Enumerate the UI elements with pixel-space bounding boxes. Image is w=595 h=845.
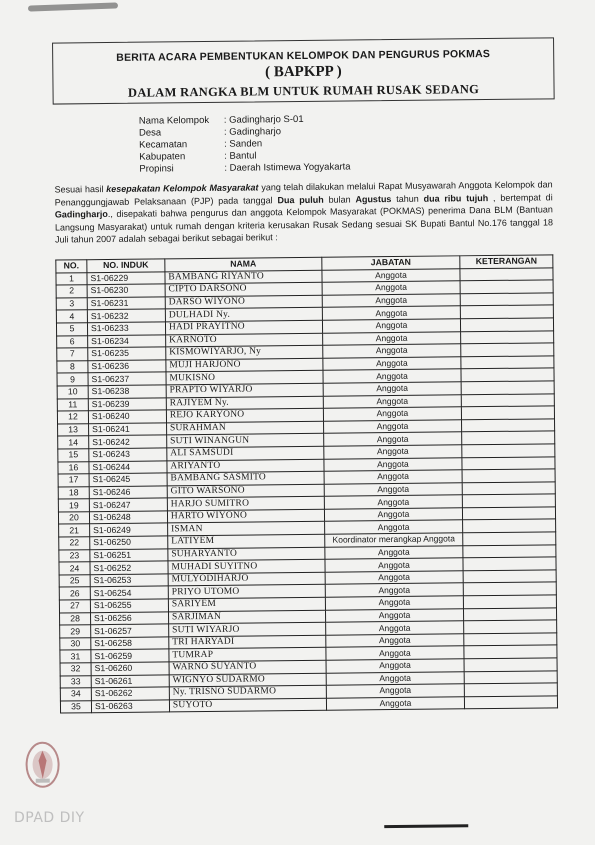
row-induk: S1-06247 (89, 498, 167, 511)
row-keterangan (464, 620, 557, 634)
row-keterangan (461, 343, 554, 357)
row-number: 26 (59, 587, 90, 600)
document-header (52, 37, 555, 104)
row-number: 28 (60, 612, 91, 625)
row-induk: S1-06238 (88, 385, 166, 398)
row-induk: S1-06252 (90, 561, 168, 574)
row-number: 23 (59, 549, 90, 562)
row-induk: S1-06233 (87, 322, 165, 335)
paragraph-text: yang telah dilakukan melalui Rapat Musyawarah Anggota Kelompok dan Penanggungjawab Pelaksanaan (PJP) pada tanggal (54, 179, 553, 208)
row-nama: SUTI WIYARJO (169, 622, 326, 636)
row-nama: ISMAN (167, 522, 324, 536)
row-jabatan: Anggota (323, 369, 461, 383)
row-induk: S1-06234 (88, 334, 166, 347)
row-nama: ARIYANTO (167, 459, 324, 473)
row-nama: RAJIYEM Ny. (166, 396, 323, 410)
row-nama: WIGNYO SUDARMO (169, 673, 326, 687)
row-nama: MULYODIHARJO (168, 572, 325, 586)
paragraph-text: tahun (391, 193, 424, 204)
row-keterangan (463, 557, 556, 571)
row-jabatan: Anggota (324, 508, 462, 522)
row-keterangan (462, 456, 555, 470)
row-nama: GITO WARSONO (167, 484, 324, 498)
row-jabatan: Anggota (323, 407, 461, 421)
row-jabatan: Anggota (324, 445, 462, 459)
row-nama: DARSO WIYONO (165, 295, 322, 309)
row-induk: S1-06246 (89, 486, 167, 499)
row-number: 5 (56, 323, 87, 336)
row-keterangan (461, 381, 554, 395)
row-keterangan (464, 633, 557, 647)
row-jabatan: Anggota (323, 357, 461, 371)
row-number: 32 (60, 663, 91, 676)
row-keterangan (462, 419, 555, 433)
row-number: 30 (60, 638, 91, 651)
row-induk: S1-06232 (87, 309, 165, 322)
row-nama: REJO KARYONO (166, 408, 323, 422)
row-number: 10 (57, 386, 88, 399)
row-jabatan: Anggota (324, 482, 462, 496)
footer-mark (384, 824, 468, 828)
header-line-1: BERITA ACARA PEMBENTUKAN KELOMPOK DAN PENGURUS POKMAS (116, 47, 491, 64)
row-nama: Ny. TRISNO SUDARMO (169, 685, 326, 699)
row-keterangan (462, 469, 555, 483)
row-induk: S1-06257 (91, 624, 169, 637)
row-number: 18 (58, 486, 89, 499)
member-table (55, 254, 558, 714)
paragraph-text: Sesuai hasil (54, 184, 107, 195)
row-number: 29 (60, 625, 91, 638)
row-jabatan: Anggota (324, 520, 462, 534)
row-keterangan (461, 356, 554, 370)
row-keterangan (461, 318, 554, 332)
row-induk: S1-06242 (89, 435, 167, 448)
col-header-induk: NO. INDUK (87, 259, 165, 272)
row-jabatan: Anggota (322, 281, 460, 295)
row-jabatan: Anggota (325, 621, 463, 635)
row-keterangan (461, 330, 554, 344)
row-keterangan (464, 645, 557, 659)
header-line-2: ( BAPKPP ) (264, 63, 342, 81)
row-number: 20 (58, 512, 89, 525)
row-induk: S1-06245 (89, 473, 167, 486)
row-induk: S1-06260 (91, 662, 169, 675)
row-induk: S1-06248 (89, 511, 167, 524)
row-induk: S1-06259 (91, 649, 169, 662)
row-induk: S1-06244 (89, 460, 167, 473)
row-keterangan (461, 368, 554, 382)
row-induk: S1-06236 (88, 360, 166, 373)
row-jabatan: Anggota (326, 684, 464, 698)
row-jabatan: Anggota (325, 571, 463, 585)
row-number: 2 (56, 285, 87, 298)
paragraph-text: bulan (323, 194, 356, 205)
row-number: 7 (57, 348, 88, 361)
row-nama: KISMOWIYARJO, Ny (166, 345, 323, 359)
row-jabatan: Anggota (323, 382, 461, 396)
row-keterangan (463, 532, 556, 546)
row-number: 31 (60, 650, 91, 663)
row-number: 6 (57, 335, 88, 348)
info-label: Propinsi (139, 163, 174, 175)
row-jabatan: Anggota (324, 457, 462, 471)
paragraph-emphasis: Agustus (355, 193, 392, 205)
row-number: 14 (58, 436, 89, 449)
row-induk: S1-06231 (87, 297, 165, 310)
row-number: 27 (59, 600, 90, 613)
info-label: Desa (138, 127, 162, 139)
row-keterangan (460, 305, 553, 319)
regency-seal-icon (23, 739, 62, 791)
row-number: 9 (57, 373, 88, 386)
watermark-text: DPAD DIY (14, 810, 85, 826)
row-number: 12 (57, 411, 88, 424)
row-induk: S1-06250 (90, 536, 168, 549)
row-induk: S1-06243 (89, 448, 167, 461)
row-nama: MUJI HARJONO (166, 358, 323, 372)
row-nama: KARNOTO (166, 333, 323, 347)
paragraph-emphasis: Dua puluh (277, 194, 324, 205)
row-keterangan (463, 582, 556, 596)
row-nama: SURAHMAN (166, 421, 323, 435)
row-keterangan (460, 293, 553, 307)
table-body (56, 267, 558, 713)
row-nama: ALI SAMSUDI (167, 446, 324, 460)
row-number: 22 (59, 537, 90, 550)
row-number: 1 (56, 272, 87, 285)
row-keterangan (463, 595, 556, 609)
info-value: : Sanden (224, 138, 263, 150)
info-value: : Bantul (224, 150, 257, 162)
row-keterangan (460, 280, 553, 294)
col-header-nama: NAMA (165, 257, 322, 271)
row-keterangan (461, 393, 554, 407)
row-number: 35 (60, 700, 91, 713)
row-number: 8 (57, 360, 88, 373)
row-jabatan: Anggota (325, 583, 463, 597)
row-jabatan: Anggota (322, 306, 460, 320)
row-number: 17 (58, 474, 89, 487)
row-jabatan: Anggota (322, 331, 460, 345)
paragraph-text: , bertempat di (488, 191, 553, 203)
row-induk: S1-06263 (91, 700, 169, 713)
row-nama: CIPTO DARSONO (165, 282, 322, 296)
row-induk: S1-06235 (88, 347, 166, 360)
row-keterangan (464, 607, 557, 621)
row-number: 11 (57, 398, 88, 411)
row-jabatan: Anggota (324, 432, 462, 446)
row-nama: MUKISNO (166, 371, 323, 385)
row-induk: S1-06251 (90, 549, 168, 562)
col-header-jabatan: JABATAN (322, 256, 460, 270)
row-keterangan (463, 570, 556, 584)
row-jabatan: Anggota (322, 294, 460, 308)
row-jabatan: Anggota (325, 545, 463, 559)
row-keterangan (463, 519, 556, 533)
row-nama: SUTI WINANGUN (167, 434, 324, 448)
row-jabatan: Anggota (324, 470, 462, 484)
row-induk: S1-06249 (90, 523, 168, 536)
row-nama: HADI PRAYITNO (165, 320, 322, 334)
row-nama: BAMBANG SASMITO (167, 471, 324, 485)
row-number: 4 (56, 310, 87, 323)
row-number: 16 (58, 461, 89, 474)
info-label: Kabupaten (139, 151, 186, 163)
row-nama: SARJIMAN (168, 610, 325, 624)
row-nama: WARNO SUYANTO (169, 660, 326, 674)
row-induk: S1-06254 (90, 586, 168, 599)
row-jabatan: Anggota (325, 596, 463, 610)
row-jabatan: Anggota (326, 697, 464, 711)
row-induk: S1-06258 (91, 637, 169, 650)
row-number: 24 (59, 562, 90, 575)
paragraph-emphasis: Gadingharjo (54, 209, 108, 220)
row-keterangan (463, 544, 556, 558)
info-row (139, 161, 350, 175)
row-number: 34 (60, 688, 91, 701)
row-nama: HARTO WIYONO (167, 509, 324, 523)
row-nama: TUMRAP (169, 648, 326, 662)
row-jabatan: Anggota (326, 671, 464, 685)
row-jabatan: Anggota (325, 608, 463, 622)
row-jabatan: Anggota (324, 495, 462, 509)
row-nama: BAMBANG RIYANTO (165, 270, 322, 284)
row-number: 21 (59, 524, 90, 537)
row-number: 33 (60, 675, 91, 688)
row-keterangan (461, 406, 554, 420)
row-nama: PRAPTO WIYARJO (166, 383, 323, 397)
paragraph-emphasis: kesepakatan Kelompok Masyarakat (106, 182, 259, 195)
row-number: 15 (58, 449, 89, 462)
group-info (139, 113, 351, 175)
row-induk: S1-06229 (87, 272, 165, 285)
row-induk: S1-06239 (88, 397, 166, 410)
row-induk: S1-06241 (88, 423, 166, 436)
row-number: 25 (59, 575, 90, 588)
row-keterangan (462, 482, 555, 496)
paragraph-emphasis: dua ribu tujuh (423, 192, 489, 204)
row-nama: DULHADI Ny. (165, 308, 322, 322)
paragraph-text: ., disepakati bahwa pengurus dan anggota Kelompok Masyarakat (POKMAS) penerima Dana BLM (Bantuan Langsung Masyarakat) untuk rumah dengan kriteria kerusakan Rusak Sedang sesuai SK Bupati Bantul No.176 tanggal 18 Juli tahun 2007 adalah sebagai berikut sebagai berikut : (54, 204, 553, 245)
row-nama: PRIYO UTOMO (168, 585, 325, 599)
row-nama: SUHARYANTO (168, 547, 325, 561)
info-value: : Gadingharjo S-01 (223, 113, 304, 126)
row-induk: S1-06253 (90, 574, 168, 587)
row-jabatan: Anggota (323, 394, 461, 408)
row-keterangan (462, 431, 555, 445)
row-jabatan: Anggota (326, 634, 464, 648)
row-nama: HARJO SUMITRO (167, 497, 324, 511)
row-keterangan (464, 670, 557, 684)
row-number: 3 (56, 298, 87, 311)
row-jabatan: Anggota (326, 659, 464, 673)
row-nama: LATIYEM (168, 534, 325, 548)
row-jabatan: Anggota (322, 319, 460, 333)
row-jabatan: Anggota (326, 646, 464, 660)
row-nama: SARIYEM (168, 597, 325, 611)
info-value: : Daerah Istimewa Yogyakarta (224, 161, 351, 174)
row-induk: S1-06255 (90, 599, 168, 612)
col-header-no: NO. (56, 260, 87, 273)
row-keterangan (464, 683, 557, 697)
row-keterangan (462, 494, 555, 508)
info-value: : Gadingharjo (223, 126, 282, 138)
row-jabatan: Anggota (323, 344, 461, 358)
row-keterangan (462, 507, 555, 521)
row-induk: S1-06256 (90, 612, 168, 625)
header-line-3: DALAM RANGKA BLM UNTUK RUMAH RUSAK SEDANG (127, 82, 480, 100)
col-header-keterangan: KETERANGAN (460, 255, 553, 269)
row-jabatan: Anggota (325, 558, 463, 572)
row-induk: S1-06262 (91, 687, 169, 700)
row-keterangan (464, 658, 557, 672)
info-label: Kecamatan (139, 139, 188, 151)
row-keterangan (460, 267, 553, 281)
row-keterangan (464, 696, 557, 710)
row-nama: MUHADI SUYITNO (168, 559, 325, 573)
row-induk: S1-06237 (88, 372, 166, 385)
row-induk: S1-06230 (87, 284, 165, 297)
row-keterangan (462, 444, 555, 458)
info-label: Nama Kelompok (138, 114, 210, 127)
row-jabatan: Koordinator merangkap Anggota (325, 533, 463, 547)
row-nama: SUYOTO (169, 698, 326, 712)
row-nama: TRI HARYADI (169, 635, 326, 649)
intro-paragraph (55, 178, 554, 246)
row-jabatan: Anggota (323, 420, 461, 434)
row-jabatan: Anggota (322, 268, 460, 282)
row-induk: S1-06240 (88, 410, 166, 423)
row-number: 19 (58, 499, 89, 512)
row-number: 13 (58, 423, 89, 436)
row-induk: S1-06261 (91, 674, 169, 687)
